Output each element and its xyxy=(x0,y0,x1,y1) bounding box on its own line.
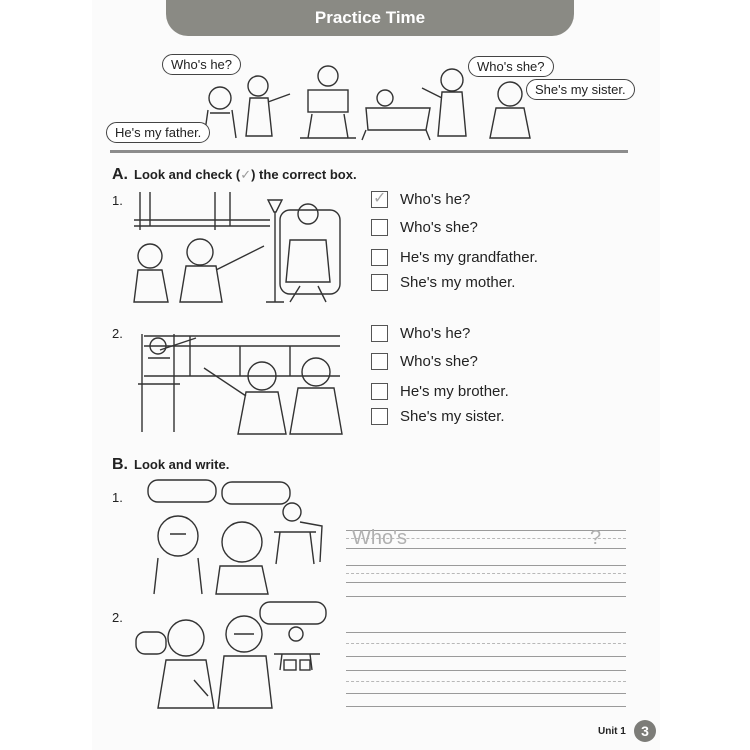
writing-line xyxy=(346,643,626,644)
item-number: 2. xyxy=(112,610,123,625)
section-a-title: A. Look and check (✓) the correct box. xyxy=(112,166,357,183)
page-number: 3 xyxy=(634,720,656,742)
option-label: She's my sister. xyxy=(400,408,505,425)
check-mark-icon: ✓ xyxy=(373,190,387,207)
answer-option[interactable] xyxy=(371,408,505,425)
writing-line xyxy=(346,596,626,597)
checkbox[interactable] xyxy=(371,325,388,342)
baby-brother-illustration xyxy=(130,324,346,436)
writing-line xyxy=(346,706,626,707)
answer-option[interactable] xyxy=(371,353,478,370)
page-title: Practice Time xyxy=(314,8,426,27)
option-label: She's my mother. xyxy=(400,274,516,291)
answer-option[interactable] xyxy=(371,249,538,266)
writing-line xyxy=(346,632,626,633)
checkbox[interactable] xyxy=(371,353,388,370)
writing-line xyxy=(346,565,626,566)
item-number: 1. xyxy=(112,193,123,208)
writing-line xyxy=(346,582,626,583)
answer-option[interactable] xyxy=(371,383,509,400)
option-label: Who's he? xyxy=(400,191,471,208)
option-label: Who's she? xyxy=(400,219,478,236)
trace-text: Who's xyxy=(352,527,407,549)
writing-line xyxy=(346,693,626,694)
checkbox[interactable] xyxy=(371,191,388,208)
writing-line xyxy=(346,681,626,682)
speech-bubble: Who's he? xyxy=(162,54,241,75)
item-number: 1. xyxy=(112,490,123,505)
trace-question-mark: ? xyxy=(590,527,602,549)
checkbox[interactable] xyxy=(371,274,388,291)
answer-option[interactable] xyxy=(371,219,478,236)
option-label: Who's she? xyxy=(400,353,478,370)
speech-bubble: Who's she? xyxy=(468,56,554,77)
writing-line xyxy=(346,670,626,671)
section-divider xyxy=(110,150,628,153)
grandfather-illustration xyxy=(130,190,350,308)
check-mark-icon: ✓ xyxy=(240,167,252,182)
answer-option[interactable] xyxy=(371,191,470,208)
option-label: He's my brother. xyxy=(400,383,509,400)
checkbox[interactable] xyxy=(371,219,388,236)
checkbox[interactable] xyxy=(371,249,388,266)
item-number: 2. xyxy=(112,326,123,341)
speech-bubble: She's my sister. xyxy=(526,79,635,100)
option-label: He's my grandfather. xyxy=(400,249,538,266)
answer-option[interactable] xyxy=(371,274,515,291)
checkbox[interactable] xyxy=(371,408,388,425)
writing-line xyxy=(346,573,626,574)
girls-illustration xyxy=(140,478,330,596)
footer-unit-label: Unit 1 xyxy=(598,726,626,737)
speech-bubble: He's my father. xyxy=(106,122,210,143)
boys-illustration xyxy=(134,600,330,710)
answer-option[interactable] xyxy=(371,325,470,342)
section-b-title: B. Look and write. xyxy=(112,456,230,473)
option-label: Who's he? xyxy=(400,325,471,342)
writing-line xyxy=(346,656,626,657)
title-banner xyxy=(166,0,574,36)
checkbox[interactable] xyxy=(371,383,388,400)
